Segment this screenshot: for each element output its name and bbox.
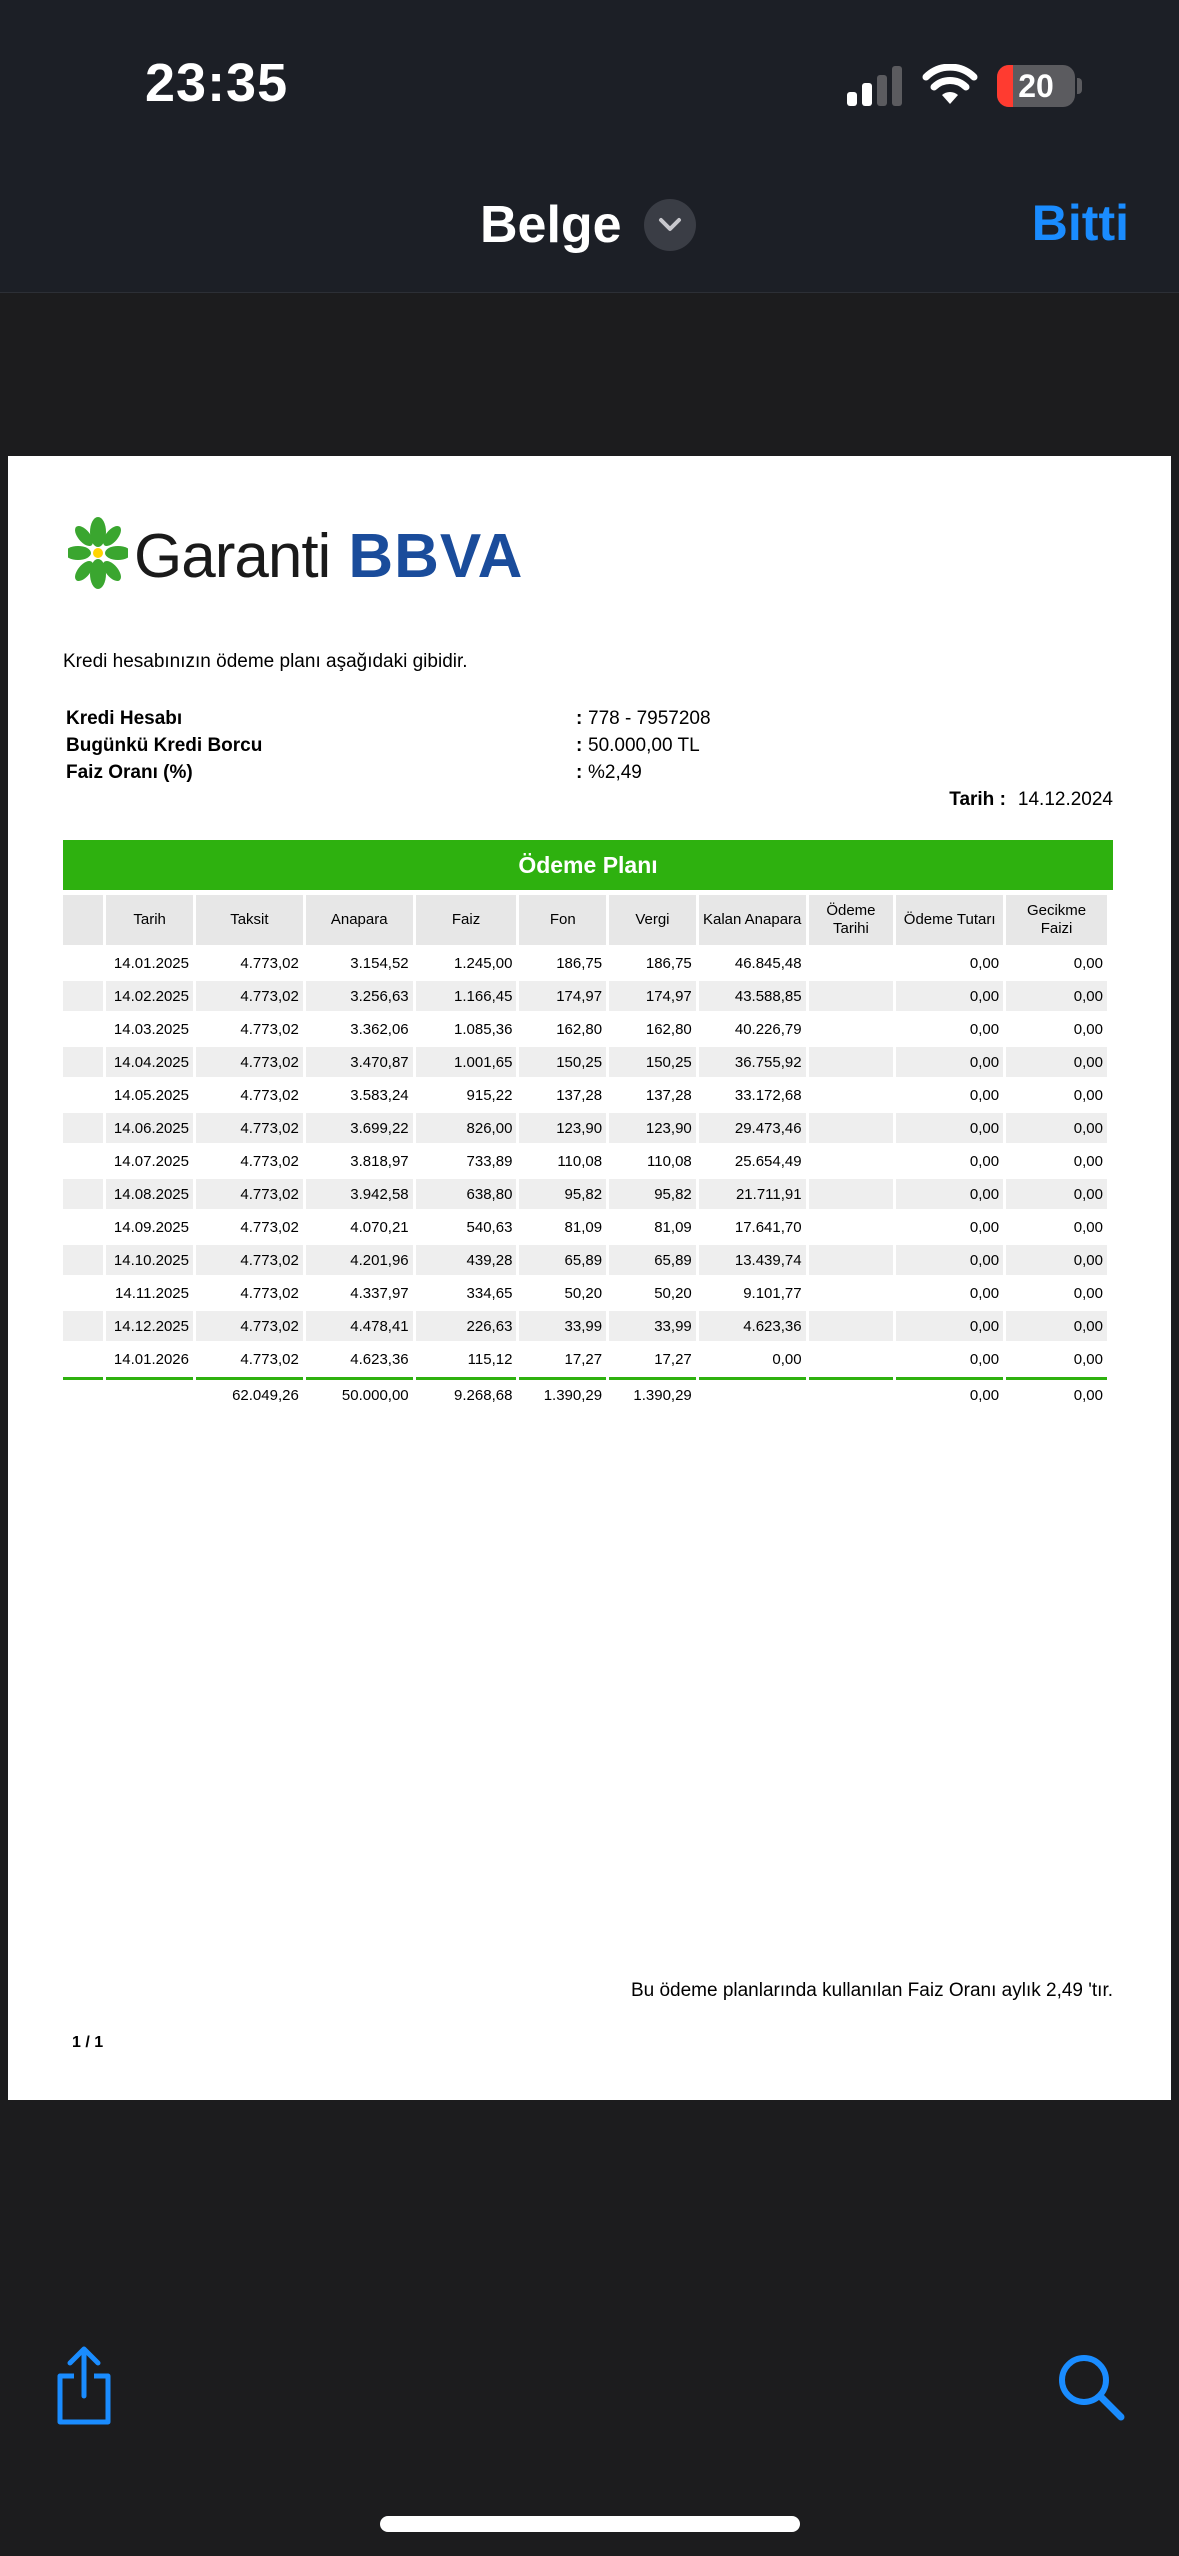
table-cell: 137,28	[556, 1086, 603, 1104]
table-row	[63, 1113, 1107, 1143]
table-cell	[63, 1245, 103, 1275]
table-cell	[809, 1179, 894, 1209]
table-cell: 162,80	[556, 1020, 603, 1038]
status-time: 23:35	[145, 53, 289, 113]
share-icon[interactable]	[52, 2346, 116, 2426]
table-cell: 81,09	[564, 1218, 603, 1236]
table-cell: 915,22	[466, 1086, 513, 1104]
table-cell: 14.01.2025	[113, 954, 189, 972]
table-cell: 14.04.2025	[106, 1047, 193, 1077]
table-cell: 110,08	[647, 1152, 692, 1170]
total-cell: 0,00	[896, 1377, 1003, 1410]
total-cell: 50.000,00	[306, 1377, 413, 1410]
date-value: 14.12.2024	[1017, 789, 1113, 810]
chevron-down-icon[interactable]	[644, 199, 696, 251]
table-row	[63, 1245, 1107, 1275]
table-row	[63, 948, 1107, 978]
table-cell: 3.818,97	[350, 1152, 409, 1170]
payment-plan-title: Ödeme Planı	[63, 840, 1113, 890]
table-cell: 14.07.2025	[113, 1152, 189, 1170]
table-cell	[809, 1014, 894, 1044]
table-cell	[63, 1047, 103, 1077]
table-cell: 226,63	[416, 1311, 517, 1341]
table-row	[63, 981, 1107, 1011]
table-cell: 33,99	[519, 1311, 606, 1341]
table-header-cell: Ödeme Tarihi	[809, 895, 894, 945]
table-cell: 17,27	[564, 1350, 603, 1368]
table-cell: 0,00	[1073, 1152, 1103, 1170]
table-cell: 33,99	[609, 1311, 696, 1341]
table-cell: 4.623,36	[699, 1311, 806, 1341]
table-cell: 150,25	[519, 1047, 606, 1077]
table-cell: 14.01.2026	[113, 1350, 189, 1368]
table-cell: 17,27	[654, 1350, 692, 1368]
document-date	[949, 789, 1113, 811]
logo-text-bbva: BBVA	[348, 521, 524, 591]
table-cell: 540,63	[466, 1218, 513, 1236]
table-header-cell: Gecikme Faizi	[1006, 895, 1107, 945]
total-cell: 1.390,29	[609, 1377, 696, 1410]
table-cell: 0,00	[1073, 1350, 1103, 1368]
table-cell: 4.201,96	[306, 1245, 413, 1275]
table-cell: 0,00	[1006, 1311, 1107, 1341]
table-cell: 14.06.2025	[106, 1113, 193, 1143]
table-cell	[809, 1344, 894, 1374]
interest-rate-note: Bu ödeme planlarında kullanılan Faiz Oranı aylık 2,49 'tır.	[630, 1980, 1113, 2001]
table-cell: 14.12.2025	[106, 1311, 193, 1341]
table-cell: 334,65	[466, 1284, 513, 1302]
info-row-interest: Faiz Oranı (%) : %2,49	[66, 760, 193, 786]
table-header-cell: Tarih	[106, 895, 193, 945]
table-cell	[63, 1146, 103, 1176]
info-value: 778 - 7957208	[588, 708, 711, 729]
table-cell	[809, 1047, 894, 1077]
table-cell: 0,00	[969, 1284, 1000, 1302]
table-cell: 733,89	[466, 1152, 513, 1170]
date-label: Tarih :	[949, 789, 1006, 810]
table-cell: 0,00	[1073, 1086, 1103, 1104]
total-cell: 0,00	[1006, 1377, 1107, 1410]
table-cell	[809, 1080, 894, 1110]
table-cell: 4.773,02	[196, 1245, 303, 1275]
table-cell: 0,00	[1073, 1020, 1103, 1038]
table-cell: 17.641,70	[734, 1218, 802, 1236]
table-header-row	[63, 895, 1107, 945]
table-cell: 4.773,02	[240, 1086, 299, 1104]
table-cell: 4.773,02	[240, 1350, 299, 1368]
table-cell: 0,00	[969, 1218, 1000, 1236]
table-cell: 40.226,79	[734, 1020, 802, 1038]
info-label: Faiz Oranı (%)	[66, 762, 193, 783]
table-cell: 0,00	[1073, 1218, 1103, 1236]
table-cell	[63, 1377, 103, 1410]
total-cell	[809, 1377, 894, 1410]
table-header-cell: Vergi	[609, 895, 696, 945]
info-label: Bugünkü Kredi Borcu	[66, 735, 263, 756]
search-icon[interactable]	[1056, 2352, 1126, 2422]
table-header-cell: Faiz	[416, 895, 517, 945]
info-value: 50.000,00 TL	[588, 735, 700, 756]
table-cell: 4.773,02	[196, 1047, 303, 1077]
info-value: %2,49	[588, 762, 642, 783]
table-cell: 137,28	[645, 1086, 692, 1104]
wifi-icon	[922, 64, 978, 108]
table-cell: 4.773,02	[196, 981, 303, 1011]
table-cell: 0,00	[1006, 1113, 1107, 1143]
table-cell: 3.362,06	[350, 1020, 409, 1038]
table-cell: 638,80	[416, 1179, 517, 1209]
table-cell: 0,00	[969, 1350, 1000, 1368]
table-header-cell: Fon	[519, 895, 606, 945]
table-cell: 162,80	[645, 1020, 692, 1038]
total-cell: 62.049,26	[196, 1377, 303, 1410]
clover-logo-icon	[68, 516, 128, 596]
total-cell	[106, 1377, 193, 1410]
table-cell: 14.05.2025	[113, 1086, 189, 1104]
table-cell: 1.001,65	[416, 1047, 517, 1077]
table-cell: 1.085,36	[454, 1020, 513, 1038]
table-cell: 0,00	[969, 954, 1000, 972]
table-cell: 3.942,58	[306, 1179, 413, 1209]
table-cell: 1.166,45	[416, 981, 517, 1011]
done-button[interactable]: Bitti	[1031, 195, 1129, 251]
table-cell: 3.470,87	[306, 1047, 413, 1077]
table-row	[63, 1179, 1107, 1209]
intro-text: Kredi hesabınızın ödeme planı aşağıdaki gibidir.	[63, 651, 468, 672]
table-cell: 123,90	[609, 1113, 696, 1143]
table-cell: 25.654,49	[734, 1152, 802, 1170]
table-cell: 0,00	[896, 1113, 1003, 1143]
table-cell: 4.773,02	[196, 1311, 303, 1341]
table-cell	[63, 1311, 103, 1341]
table-cell: 3.154,52	[350, 954, 409, 972]
table-cell: 50,20	[654, 1284, 692, 1302]
logo-text-garanti: Garanti	[134, 521, 331, 591]
nav-title: Belge	[480, 196, 622, 254]
table-cell: 0,00	[969, 1086, 1000, 1104]
table-cell: 36.755,92	[699, 1047, 806, 1077]
table-cell: 4.773,02	[240, 1152, 299, 1170]
table-row	[63, 1146, 1107, 1176]
table-cell: 0,00	[896, 1047, 1003, 1077]
table-cell	[63, 1212, 103, 1242]
table-cell	[809, 1212, 894, 1242]
table-cell: 3.699,22	[306, 1113, 413, 1143]
total-cell: 9.268,68	[416, 1377, 517, 1410]
table-cell: 174,97	[609, 981, 696, 1011]
total-cell: 1.390,29	[519, 1377, 606, 1410]
table-cell: 4.623,36	[350, 1350, 409, 1368]
table-cell: 29.473,46	[699, 1113, 806, 1143]
payment-plan-table	[60, 892, 1110, 1413]
table-cell: 826,00	[416, 1113, 517, 1143]
table-cell	[63, 1113, 103, 1143]
table-cell: 14.03.2025	[113, 1020, 189, 1038]
table-cell: 110,08	[557, 1152, 603, 1170]
table-cell: 186,75	[556, 954, 603, 972]
table-cell: 115,12	[467, 1350, 513, 1368]
table-cell: 4.337,97	[350, 1284, 409, 1302]
info-label: Kredi Hesabı	[66, 708, 183, 729]
table-cell: 4.478,41	[306, 1311, 413, 1341]
table-cell: 9.101,77	[743, 1284, 802, 1302]
table-cell: 4.773,02	[196, 1179, 303, 1209]
table-cell	[809, 1245, 894, 1275]
document-title-menu[interactable]	[480, 190, 696, 260]
table-cell: 14.08.2025	[106, 1179, 193, 1209]
table-cell	[63, 1278, 103, 1308]
table-cell: 0,00	[1006, 1179, 1107, 1209]
table-cell: 4.773,02	[240, 1218, 299, 1236]
table-cell	[809, 981, 894, 1011]
table-cell: 33.172,68	[734, 1086, 802, 1104]
table-cell: 4.070,21	[350, 1218, 409, 1236]
table-cell: 123,90	[519, 1113, 606, 1143]
table-header-cell: Taksit	[196, 895, 303, 945]
total-cell	[699, 1377, 806, 1410]
table-cell	[809, 1278, 894, 1308]
table-header-cell: Ödeme Tutarı	[896, 895, 1003, 945]
table-cell: 0,00	[1006, 1047, 1107, 1077]
table-row	[63, 1212, 1107, 1242]
table-cell: 0,00	[969, 1020, 1000, 1038]
table-cell: 14.02.2025	[106, 981, 193, 1011]
table-cell: 14.11.2025	[115, 1284, 189, 1302]
table-cell: 4.773,02	[240, 1284, 299, 1302]
table-cell: 0,00	[1073, 954, 1103, 972]
table-header-cell	[63, 895, 103, 945]
table-cell: 14.10.2025	[106, 1245, 193, 1275]
home-indicator[interactable]	[380, 2516, 800, 2532]
table-cell: 4.773,02	[196, 1113, 303, 1143]
table-totals-row	[63, 1377, 1107, 1410]
table-cell: 0,00	[896, 1179, 1003, 1209]
table-cell	[809, 1146, 894, 1176]
table-cell: 81,09	[654, 1218, 692, 1236]
table-cell: 0,00	[896, 981, 1003, 1011]
table-cell: 95,82	[519, 1179, 606, 1209]
table-row	[63, 1047, 1107, 1077]
table-cell: 3.256,63	[306, 981, 413, 1011]
table-cell: 0,00	[896, 1311, 1003, 1341]
table-cell	[63, 1344, 103, 1374]
table-cell: 4.773,02	[240, 1020, 299, 1038]
page-number: 1 / 1	[72, 2034, 104, 2051]
table-cell: 3.583,24	[350, 1086, 409, 1104]
table-cell: 50,20	[564, 1284, 603, 1302]
table-cell: 0,00	[1006, 981, 1107, 1011]
table-cell	[809, 1311, 894, 1341]
table-cell: 14.09.2025	[113, 1218, 189, 1236]
table-header-cell: Anapara	[306, 895, 413, 945]
info-row-debt: Bugünkü Kredi Borcu : 50.000,00 TL	[66, 733, 262, 759]
table-cell: 0,00	[1073, 1284, 1103, 1302]
table-cell: 4.773,02	[240, 954, 299, 972]
table-cell	[63, 1179, 103, 1209]
battery-icon	[997, 65, 1075, 107]
info-row-account: Kredi Hesabı : 778 - 7957208	[66, 706, 182, 732]
table-cell: 174,97	[519, 981, 606, 1011]
battery-cap	[1077, 78, 1082, 94]
document-page[interactable]	[8, 456, 1171, 2100]
table-cell: 1.245,00	[454, 954, 513, 972]
table-cell: 13.439,74	[699, 1245, 806, 1275]
table-cell	[63, 1014, 103, 1044]
table-cell: 439,28	[416, 1245, 517, 1275]
table-row	[63, 1311, 1107, 1341]
table-row	[63, 1278, 1107, 1308]
table-cell	[63, 981, 103, 1011]
table-cell: 0,00	[772, 1350, 802, 1368]
table-cell	[809, 948, 894, 978]
table-cell: 0,00	[1006, 1245, 1107, 1275]
table-cell: 95,82	[609, 1179, 696, 1209]
table-cell: 65,89	[609, 1245, 696, 1275]
table-header-cell: Kalan Anapara	[699, 895, 806, 945]
table-row	[63, 1080, 1107, 1110]
table-cell: 65,89	[519, 1245, 606, 1275]
battery-percentage: 20	[1018, 68, 1054, 104]
table-cell	[63, 948, 103, 978]
table-cell: 21.711,91	[699, 1179, 806, 1209]
table-row	[63, 1014, 1107, 1044]
table-cell: 43.588,85	[699, 981, 806, 1011]
table-cell	[809, 1113, 894, 1143]
table-cell: 0,00	[969, 1152, 1000, 1170]
table-cell: 46.845,48	[734, 954, 802, 972]
table-row	[63, 1344, 1107, 1374]
cellular-signal-icon	[845, 66, 905, 106]
status-bar	[0, 0, 1179, 180]
table-cell: 186,75	[645, 954, 692, 972]
garanti-bbva-logo	[68, 511, 523, 601]
table-cell	[63, 1080, 103, 1110]
table-cell: 150,25	[609, 1047, 696, 1077]
table-cell: 0,00	[896, 1245, 1003, 1275]
